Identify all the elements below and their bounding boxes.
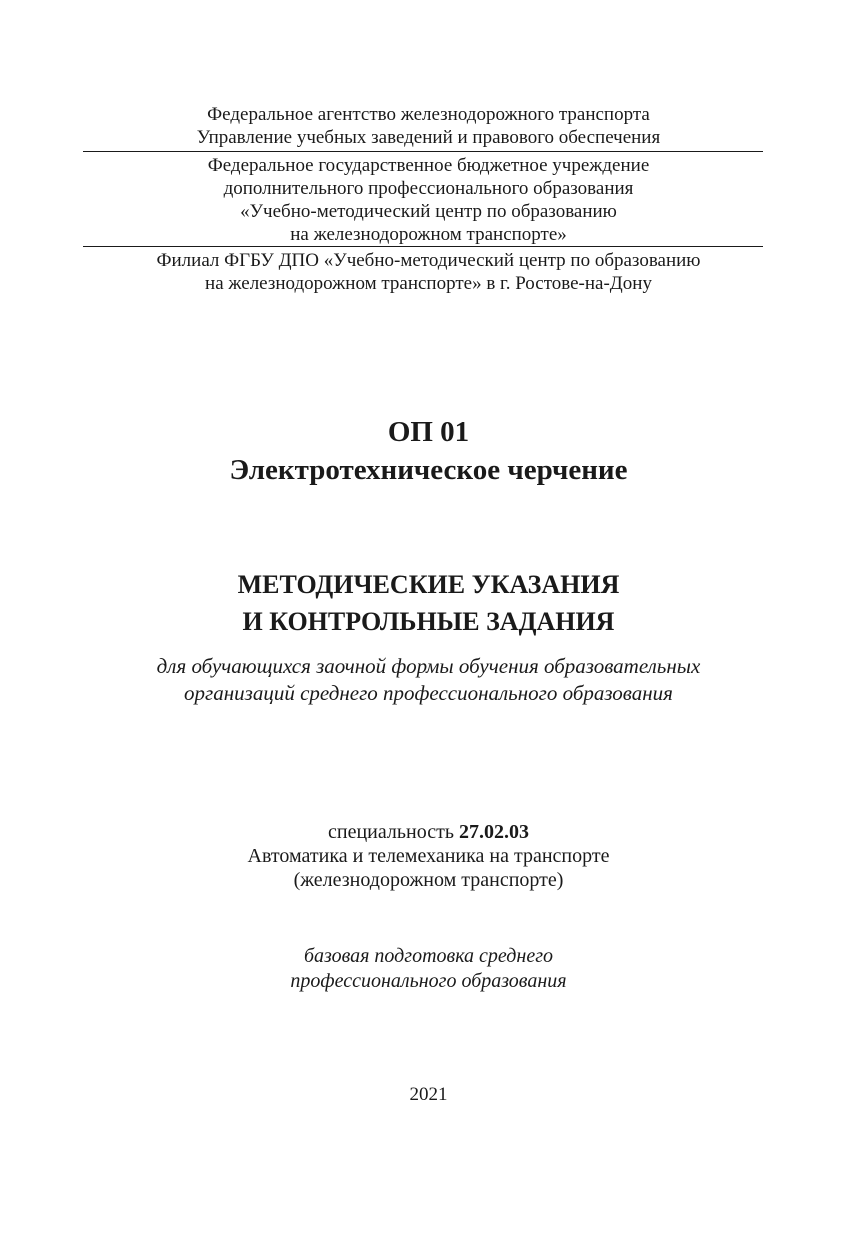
branch-line: на железнодорожном транспорте» в г. Ростове-на-Дону xyxy=(205,273,652,294)
divider-rule xyxy=(83,246,763,247)
level-line: базовая подготовка среднего xyxy=(303,945,554,967)
specialty-prefix: специальность xyxy=(328,821,454,843)
institution-line: «Учебно-методический центр по образованию xyxy=(240,201,617,222)
agency-line: Федеральное агентство железнодорожного транспорта xyxy=(207,104,650,125)
course-block xyxy=(0,413,857,489)
institution-line: на железнодорожном транспорте» xyxy=(290,224,567,245)
specialty-heading xyxy=(0,820,857,844)
agency-block xyxy=(0,103,857,149)
divider-rule xyxy=(83,151,763,152)
institution-line: Федеральное государственное бюджетное учреждение xyxy=(207,155,650,176)
specialty-code: 27.02.03 xyxy=(458,821,529,843)
course-name: Электротехническое черчение xyxy=(229,454,628,486)
branch-block xyxy=(0,249,857,295)
course-code: ОП 01 xyxy=(387,416,470,448)
specialty-name-line: Автоматика и телемеханика на транспорте xyxy=(247,845,610,867)
publication-year: 2021 xyxy=(409,1084,448,1105)
document-title xyxy=(0,566,857,640)
specialty-name-line: (железнодорожном транспорте) xyxy=(293,869,564,891)
document-title-line: МЕТОДИЧЕСКИЕ УКАЗАНИЯ xyxy=(237,570,620,599)
audience-line: для обучающихся заочной формы обучения образовательных xyxy=(156,654,701,678)
branch-line: Филиал ФГБУ ДПО «Учебно-методический центр по образованию xyxy=(156,250,701,271)
agency-line: Управление учебных заведений и правового обеспечения xyxy=(196,127,661,148)
level-line: профессионального образования xyxy=(290,970,567,992)
audience-line: организаций среднего профессионального образования xyxy=(184,681,673,705)
audience-block xyxy=(0,653,857,707)
level-block xyxy=(0,944,857,994)
specialty-block xyxy=(0,820,857,892)
document-title-line: И КОНТРОЛЬНЫЕ ЗАДАНИЯ xyxy=(242,607,615,636)
institution-block xyxy=(0,154,857,246)
institution-line: дополнительного профессионального образования xyxy=(223,178,634,199)
